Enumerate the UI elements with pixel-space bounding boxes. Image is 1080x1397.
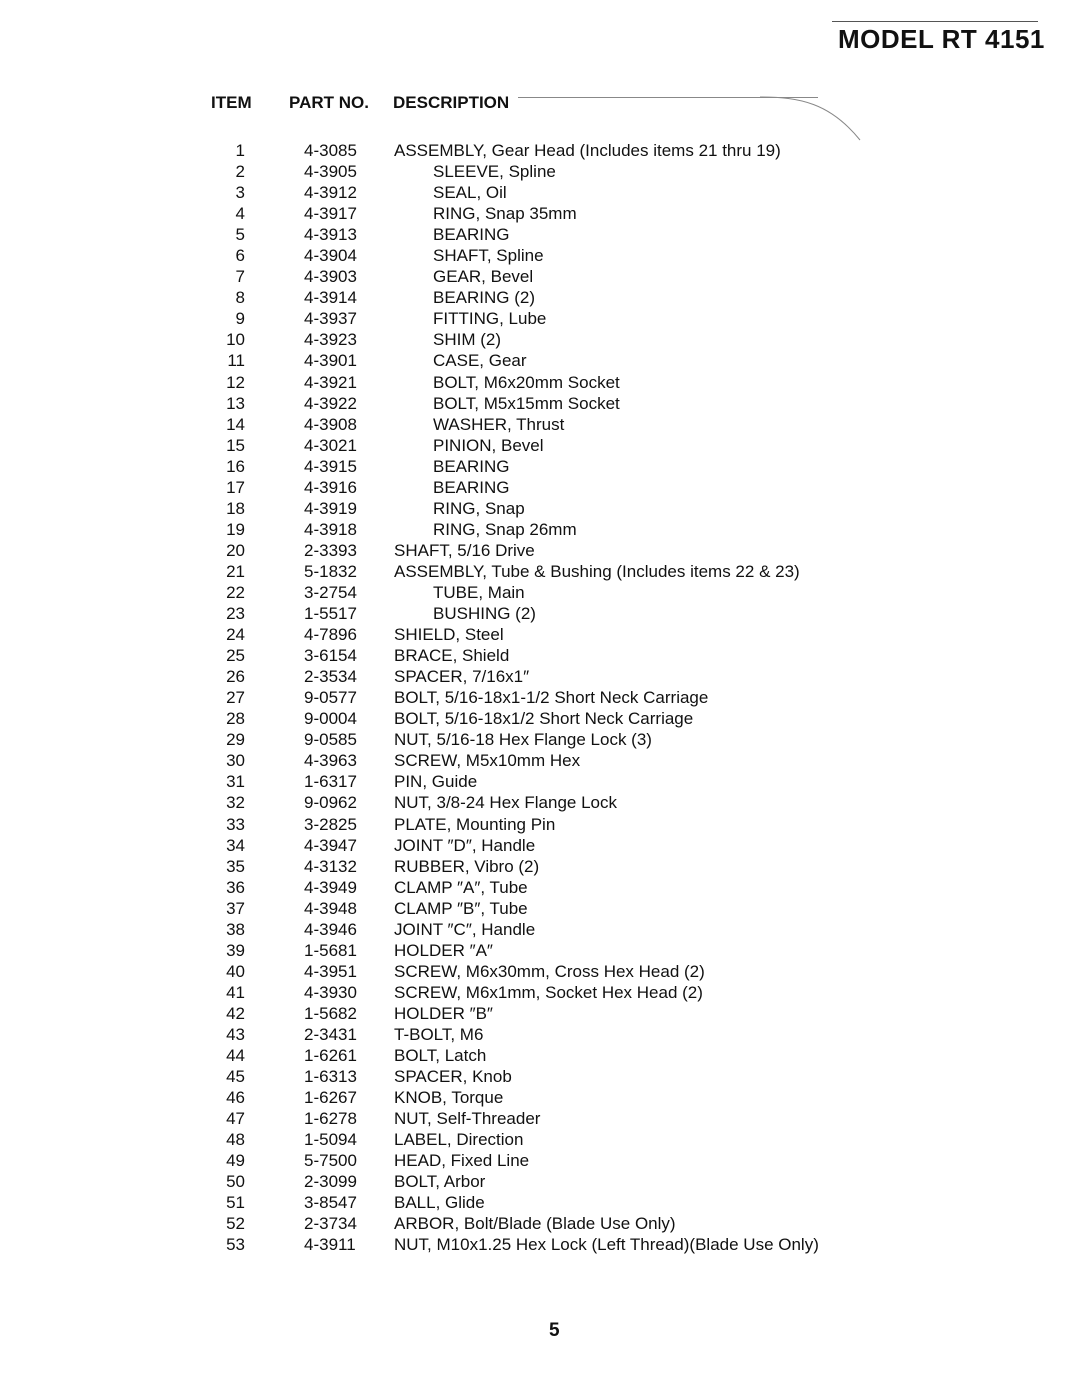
table-row <box>0 1171 1080 1192</box>
part-description: NUT, 5/16-18 Hex Flange Lock (3) <box>394 730 652 750</box>
table-row <box>0 603 1080 624</box>
part-number: 2-3734 <box>304 1214 357 1234</box>
item-number: 5 <box>235 225 245 245</box>
item-number: 23 <box>226 604 245 624</box>
part-description: RING, Snap 26mm <box>433 519 577 539</box>
item-number: 8 <box>235 288 245 308</box>
table-row <box>0 266 1080 287</box>
part-number: 4-3963 <box>304 751 357 771</box>
item-number: 33 <box>226 814 245 834</box>
part-description: ARBOR, Bolt/Blade (Blade Use Only) <box>394 1214 676 1234</box>
part-number: 4-3132 <box>304 856 357 876</box>
part-number: 4-3912 <box>304 183 357 203</box>
table-row <box>0 1213 1080 1234</box>
part-number: 4-3917 <box>304 204 357 224</box>
part-description: SHAFT, Spline <box>433 246 544 266</box>
table-row <box>0 161 1080 182</box>
part-description: SCREW, M6x30mm, Cross Hex Head (2) <box>394 961 705 981</box>
header-rule-curve <box>760 95 870 145</box>
header-item: ITEM <box>211 93 252 112</box>
item-number: 12 <box>226 372 245 392</box>
item-number: 9 <box>235 309 245 329</box>
part-number: 4-3921 <box>304 372 357 392</box>
table-row <box>0 456 1080 477</box>
part-description: RING, Snap 35mm <box>433 204 577 224</box>
part-number: 1-6317 <box>304 772 357 792</box>
part-number: 4-3901 <box>304 351 357 371</box>
part-number: 1-5681 <box>304 940 357 960</box>
table-row <box>0 1024 1080 1045</box>
item-number: 20 <box>226 540 245 560</box>
part-number: 4-3930 <box>304 982 357 1002</box>
table-row <box>0 329 1080 350</box>
part-description: BEARING <box>433 456 510 476</box>
part-number: 3-8547 <box>304 1193 357 1213</box>
item-number: 49 <box>226 1151 245 1171</box>
item-number: 51 <box>226 1193 245 1213</box>
part-number: 4-3915 <box>304 456 357 476</box>
part-number: 5-7500 <box>304 1151 357 1171</box>
part-description: CLAMP ″A″, Tube <box>394 877 528 897</box>
part-number: 4-3914 <box>304 288 357 308</box>
table-row <box>0 393 1080 414</box>
part-number: 4-3923 <box>304 330 357 350</box>
table-row <box>0 561 1080 582</box>
header-part-no: PART NO. <box>289 93 369 112</box>
part-description: CASE, Gear <box>433 351 527 371</box>
item-number: 13 <box>226 393 245 413</box>
part-number: 4-3916 <box>304 477 357 497</box>
table-row <box>0 540 1080 561</box>
table-row <box>0 308 1080 329</box>
part-description: BOLT, 5/16-18x1/2 Short Neck Carriage <box>394 709 694 729</box>
part-description: SEAL, Oil <box>433 183 507 203</box>
part-number: 9-0577 <box>304 688 357 708</box>
part-description: LABEL, Direction <box>394 1130 524 1150</box>
header-description: DESCRIPTION <box>393 93 510 112</box>
item-number: 4 <box>235 204 245 224</box>
part-number: 1-6278 <box>304 1109 357 1129</box>
part-description: SLEEVE, Spline <box>433 162 556 182</box>
part-description: PINION, Bevel <box>433 435 544 455</box>
part-description: BOLT, Latch <box>394 1046 487 1066</box>
part-number: 4-7896 <box>304 625 357 645</box>
table-row <box>0 961 1080 982</box>
part-number: 3-6154 <box>304 646 357 666</box>
part-number: 1-6267 <box>304 1088 357 1108</box>
item-number: 47 <box>226 1109 245 1129</box>
part-number: 4-3904 <box>304 246 357 266</box>
part-description: SCREW, M6x1mm, Socket Hex Head (2) <box>394 982 703 1002</box>
table-row <box>0 666 1080 687</box>
part-number: 4-3919 <box>304 498 357 518</box>
part-number: 4-3911 <box>304 1235 356 1255</box>
table-row <box>0 1192 1080 1213</box>
part-description: SPACER, 7/16x1″ <box>394 667 530 687</box>
part-number: 4-3085 <box>304 141 357 160</box>
item-number: 44 <box>226 1046 245 1066</box>
part-number: 3-2825 <box>304 814 357 834</box>
item-number: 21 <box>226 561 245 581</box>
part-number: 4-3903 <box>304 267 357 287</box>
part-number: 2-3534 <box>304 667 357 687</box>
part-number: 5-1832 <box>304 561 357 581</box>
part-description: SHAFT, 5/16 Drive <box>394 540 535 560</box>
part-description: HOLDER ″B″ <box>394 1003 493 1023</box>
part-number: 9-0585 <box>304 730 357 750</box>
part-description: BEARING <box>433 225 510 245</box>
item-number: 52 <box>226 1214 245 1234</box>
table-row <box>0 1066 1080 1087</box>
part-number: 4-3946 <box>304 919 357 939</box>
part-description: SHIELD, Steel <box>394 625 504 645</box>
part-number: 4-3905 <box>304 162 357 182</box>
part-description: RING, Snap <box>433 498 525 518</box>
part-description: KNOB, Torque <box>394 1088 504 1108</box>
table-row <box>0 1150 1080 1171</box>
item-number: 35 <box>226 856 245 876</box>
table-row <box>0 687 1080 708</box>
table-row <box>0 835 1080 856</box>
part-description: WASHER, Thrust <box>433 414 565 434</box>
table-row <box>0 372 1080 393</box>
part-number: 2-3393 <box>304 540 357 560</box>
table-row <box>0 350 1080 371</box>
item-number: 28 <box>226 709 245 729</box>
part-description: BEARING (2) <box>433 288 536 308</box>
table-row <box>0 287 1080 308</box>
table-row <box>0 645 1080 666</box>
part-description: JOINT ″D″, Handle <box>394 835 536 855</box>
table-row <box>0 498 1080 519</box>
page-number: 5 <box>549 1320 560 1341</box>
table-row <box>0 919 1080 940</box>
item-number: 39 <box>226 940 245 960</box>
model-title: MODEL RT 4151 <box>838 24 1045 54</box>
table-row <box>0 519 1080 540</box>
table-row <box>0 224 1080 245</box>
part-description: BOLT, M6x20mm Socket <box>433 372 620 392</box>
item-number: 10 <box>226 330 245 350</box>
table-row <box>0 1129 1080 1150</box>
part-description: NUT, Self-Threader <box>394 1109 541 1129</box>
table-row <box>0 1087 1080 1108</box>
part-description: RUBBER, Vibro (2) <box>394 856 540 876</box>
part-description: BOLT, Arbor <box>394 1172 486 1192</box>
table-row <box>0 624 1080 645</box>
part-number: 4-3947 <box>304 835 357 855</box>
part-number: 1-5517 <box>304 604 357 624</box>
table-row <box>0 414 1080 435</box>
part-description: BOLT, 5/16-18x1-1/2 Short Neck Carriage <box>394 688 709 708</box>
part-description: CLAMP ″B″, Tube <box>394 898 528 918</box>
part-description: T-BOLT, M6 <box>394 1024 484 1044</box>
part-description: BALL, Glide <box>394 1193 485 1213</box>
part-number: 4-3913 <box>304 225 357 245</box>
part-number: 1-6261 <box>304 1046 357 1066</box>
part-number: 1-5682 <box>304 1003 357 1023</box>
table-row <box>0 140 1080 161</box>
table-row <box>0 856 1080 877</box>
part-number: 2-3099 <box>304 1172 357 1192</box>
part-description: BRACE, Shield <box>394 646 510 666</box>
item-number: 46 <box>226 1088 245 1108</box>
item-number: 26 <box>226 667 245 687</box>
table-row <box>0 435 1080 456</box>
table-row <box>0 1045 1080 1066</box>
table-row <box>0 792 1080 813</box>
item-number: 42 <box>226 1003 245 1023</box>
part-number: 4-3951 <box>304 961 357 981</box>
parts-list <box>0 140 1080 1255</box>
table-row <box>0 898 1080 919</box>
part-description: SHIM (2) <box>433 330 501 350</box>
part-description: BOLT, M5x15mm Socket <box>433 393 620 413</box>
table-row <box>0 814 1080 835</box>
part-number: 9-0004 <box>304 709 357 729</box>
item-number: 3 <box>235 183 245 203</box>
table-row <box>0 940 1080 961</box>
item-number: 19 <box>226 519 245 539</box>
part-description: ASSEMBLY, Gear Head (Includes items 21 thru 19) <box>394 141 781 160</box>
part-number: 4-3918 <box>304 519 357 539</box>
part-description: FITTING, Lube <box>433 309 547 329</box>
part-number: 9-0962 <box>304 793 357 813</box>
title-rule <box>832 21 1038 22</box>
item-number: 15 <box>226 435 245 455</box>
item-number: 29 <box>226 730 245 750</box>
item-number: 27 <box>226 688 245 708</box>
item-number: 43 <box>226 1024 245 1044</box>
item-number: 32 <box>226 793 245 813</box>
table-row <box>0 182 1080 203</box>
item-number: 16 <box>226 456 245 476</box>
item-number: 48 <box>226 1130 245 1150</box>
part-number: 4-3908 <box>304 414 357 434</box>
table-row <box>0 203 1080 224</box>
item-number: 45 <box>226 1067 245 1087</box>
item-number: 36 <box>226 877 245 897</box>
table-row <box>0 877 1080 898</box>
part-description: TUBE, Main <box>433 582 525 602</box>
table-row <box>0 750 1080 771</box>
item-number: 38 <box>226 919 245 939</box>
item-number: 11 <box>227 351 245 371</box>
part-description: BUSHING (2) <box>433 604 536 624</box>
part-number: 4-3021 <box>304 435 357 455</box>
item-number: 2 <box>235 162 245 182</box>
part-number: 4-3937 <box>304 309 357 329</box>
part-number: 3-2754 <box>304 582 357 602</box>
part-description: NUT, M10x1.25 Hex Lock (Left Thread)(Blade Use Only) <box>394 1235 819 1255</box>
table-row <box>0 708 1080 729</box>
part-number: 4-3949 <box>304 877 357 897</box>
item-number: 53 <box>226 1235 245 1255</box>
table-row <box>0 582 1080 603</box>
table-row <box>0 1108 1080 1129</box>
item-number: 18 <box>226 498 245 518</box>
item-number: 37 <box>226 898 245 918</box>
item-number: 1 <box>235 141 245 160</box>
part-number: 1-5094 <box>304 1130 357 1150</box>
item-number: 30 <box>226 751 245 771</box>
table-row <box>0 729 1080 750</box>
table-row <box>0 982 1080 1003</box>
item-number: 22 <box>226 582 245 602</box>
part-number: 2-3431 <box>304 1024 357 1044</box>
part-number: 4-3922 <box>304 393 357 413</box>
table-row <box>0 477 1080 498</box>
part-description: BEARING <box>433 477 510 497</box>
part-description: PLATE, Mounting Pin <box>394 814 556 834</box>
table-row <box>0 1003 1080 1024</box>
item-number: 25 <box>226 646 245 666</box>
item-number: 14 <box>226 414 245 434</box>
item-number: 31 <box>226 772 245 792</box>
part-description: SCREW, M5x10mm Hex <box>394 751 581 771</box>
item-number: 6 <box>235 246 245 266</box>
part-description: GEAR, Bevel <box>433 267 534 287</box>
item-number: 50 <box>226 1172 245 1192</box>
item-number: 40 <box>226 961 245 981</box>
item-number: 41 <box>226 982 245 1002</box>
part-description: JOINT ″C″, Handle <box>394 919 536 939</box>
part-description: PIN, Guide <box>394 772 478 792</box>
part-description: HOLDER ″A″ <box>394 940 493 960</box>
part-number: 1-6313 <box>304 1067 357 1087</box>
item-number: 17 <box>226 477 245 497</box>
table-row <box>0 771 1080 792</box>
part-description: HEAD, Fixed Line <box>394 1151 530 1171</box>
item-number: 34 <box>226 835 245 855</box>
part-description: ASSEMBLY, Tube & Bushing (Includes items 22 & 23) <box>394 561 800 581</box>
part-description: SPACER, Knob <box>394 1067 512 1087</box>
part-description: NUT, 3/8-24 Hex Flange Lock <box>394 793 617 813</box>
table-row <box>0 245 1080 266</box>
item-number: 7 <box>235 267 245 287</box>
table-row <box>0 1234 1080 1255</box>
part-number: 4-3948 <box>304 898 357 918</box>
item-number: 24 <box>226 625 245 645</box>
